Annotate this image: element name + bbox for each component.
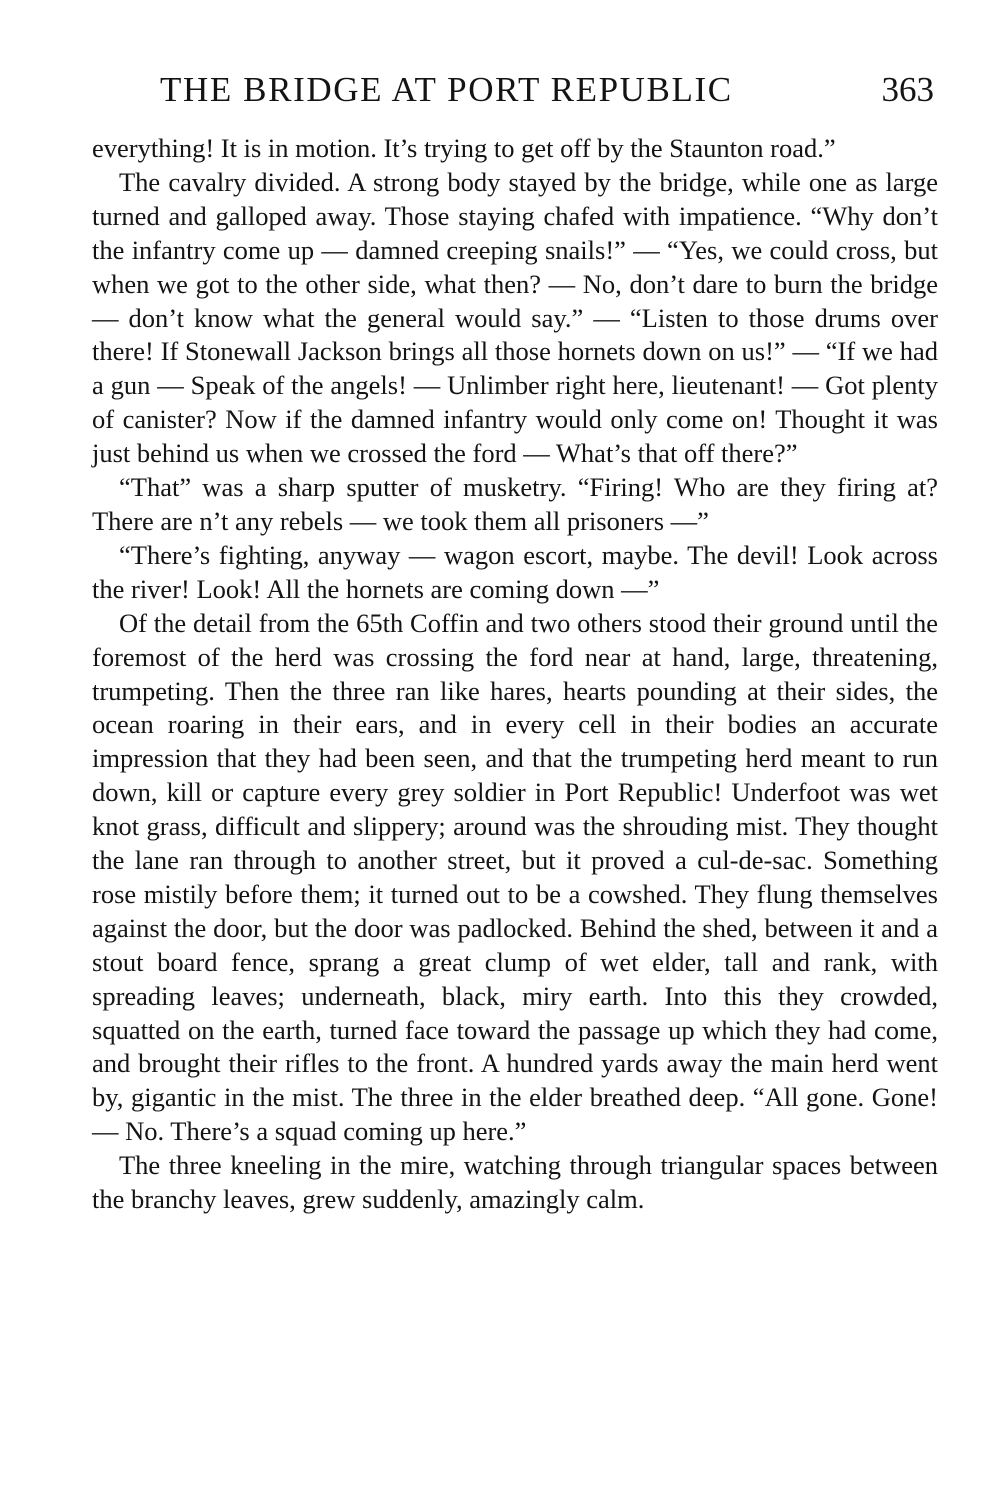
paragraph-continued: everything! It is in motion. It’s trying to get off by the Staunton road.” [92,133,836,163]
paragraph: The cavalry divided. A strong body stayed by the bridge, while one as large turned and galloped away. Those staying chafed with impatience. “Why don’t the infantry come up — damned creeping snails!” — “Yes, we could cross, but when we got to the other side, what then? — No, don’t dare to burn the bridge — don’t know what the general would say.” — “Listen to those drums over there! If Stonewall Jackson brings all those hornets down on us!” — “If we had a gun — Speak of the angels! — Unlimber right here, lieutenant! — Got plenty of canister? Now if the damned infantry would only come on! Thought it was just behind us when we crossed the ford — What’s that off there?” [92,166,938,469]
paragraph: “That” was a sharp sputter of musketry. “Firing! Who are they firing at? There are n’t any rebels — we took them all prisoners —” [92,472,938,536]
page-number: 363 [881,70,934,109]
paragraph: Of the detail from the 65th Coffin and two others stood their ground until the foremost of the herd was crossing the ford near at hand, large, threatening, trumpeting. Then the three ran like hares, hearts pounding at their sides, the ocean roaring in their ears, and in every cell in their bodies an accurate impression that they had been seen, and that the trumpeting herd meant to run down, kill or capture every grey soldier in Port Republic! Underfoot was wet knot grass, difficult and slippery; around was the shrouding mist. They thought the lane ran through to another street, but it proved a cul-de-sac. Something rose mistily before them; it turned out to be a cowshed. They flung themselves against the door, but the door was padlocked. Behind the shed, between it and a stout board fence, sprang a great clump of wet elder, tall and rank, with spreading leaves; underneath, black, miry earth. Into this they crowded, squatted on the earth, turned face toward the passage up which they had come, and brought their rifles to the front. A hundred yards away the main herd went by, gigantic in the mist. The three in the elder breathed deep. “All gone. Gone! — No. There’s a squad coming up here.” [92,607,938,1147]
paragraph: “There’s fighting, anyway — wagon escort, maybe. The devil! Look across the river! Look! All the hornets are coming down —” [92,539,938,604]
running-title: THE BRIDGE AT PORT REPUBLIC [160,70,733,109]
running-head [92,68,938,118]
book-page [92,68,938,1217]
body-text [92,132,938,1217]
paragraph: The three kneeling in the mire, watching through triangular spaces between the branchy leaves, grew suddenly, amazingly calm. [92,1150,938,1215]
